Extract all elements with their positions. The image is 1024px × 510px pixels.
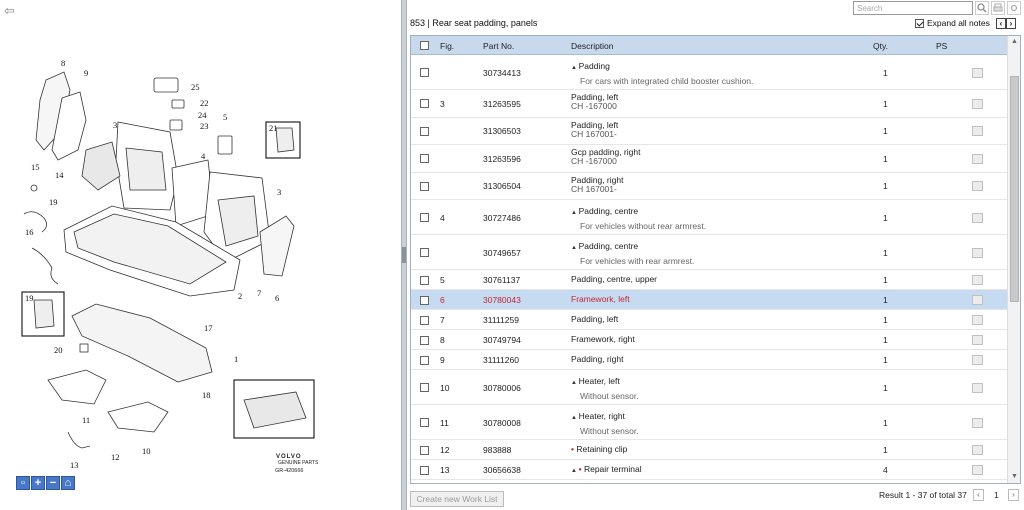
select-all-checkbox[interactable]	[420, 41, 429, 50]
row-description-text: Heater, right	[578, 411, 625, 421]
row-checkbox[interactable]	[420, 68, 429, 77]
diagram-pane	[0, 0, 401, 510]
exploded-parts-diagram[interactable]	[0, 40, 330, 480]
table-row[interactable]	[411, 370, 1007, 405]
row-qty: 1	[883, 315, 888, 325]
row-checkbox[interactable]	[420, 182, 429, 191]
table-row[interactable]	[411, 270, 1007, 290]
row-qty: 4	[883, 465, 888, 475]
row-checkbox[interactable]	[420, 248, 429, 257]
col-ps[interactable]: PS	[936, 41, 948, 51]
row-qty: 1	[883, 153, 888, 164]
row-checkbox[interactable]	[420, 296, 429, 305]
row-description	[571, 355, 623, 364]
callout-21: 21	[269, 123, 278, 133]
row-fig: 10	[440, 382, 450, 393]
row-description	[571, 335, 635, 344]
row-qty: 1	[883, 126, 888, 137]
callout-2: 2	[238, 291, 243, 301]
col-part-no[interactable]: Part No.	[483, 41, 515, 51]
diagram-code: GR-420666	[275, 468, 304, 474]
callout-3: 3	[113, 120, 118, 130]
add-to-list-icon[interactable]	[972, 295, 983, 305]
callout-9: 9	[84, 68, 89, 78]
callout-23: 23	[200, 121, 209, 131]
row-fig: 9	[440, 355, 445, 365]
callout-3b: 3	[277, 187, 282, 197]
add-to-list-icon[interactable]	[972, 275, 983, 285]
expand-all-notes-toggle[interactable]	[915, 18, 990, 28]
table-row[interactable]	[411, 440, 1007, 460]
row-qty: 1	[883, 212, 888, 223]
table-row[interactable]	[411, 290, 1007, 310]
row-description	[571, 207, 706, 231]
row-part-no[interactable]: 30780043	[483, 295, 521, 305]
create-work-list-button[interactable]: Create new Work List	[410, 491, 504, 507]
row-part-no[interactable]: 30734413	[483, 67, 521, 78]
table-row[interactable]	[411, 405, 1007, 440]
row-part-no[interactable]: 31111259	[483, 315, 519, 325]
row-checkbox[interactable]	[420, 383, 429, 392]
prev-page-button[interactable]: ‹	[996, 18, 1006, 29]
row-description-text: Padding, left	[571, 119, 619, 130]
print-icon[interactable]	[991, 1, 1005, 15]
callout-7: 7	[257, 288, 262, 298]
row-description	[571, 93, 618, 111]
table-row[interactable]	[411, 173, 1007, 201]
table-row[interactable]	[411, 200, 1007, 235]
row-part-no[interactable]: 30749657	[483, 247, 521, 258]
table-header	[411, 36, 1007, 55]
row-part-no[interactable]: 983888	[483, 445, 512, 455]
callout-14: 14	[55, 170, 64, 180]
row-description	[571, 148, 640, 166]
row-description-text: Heater, left	[578, 376, 620, 386]
result-count: Result 1 - 37 of total 37	[879, 490, 967, 500]
row-note: For vehicles with rear armrest.	[580, 256, 695, 266]
row-qty: 1	[883, 98, 888, 109]
zoom-toolbar	[16, 476, 75, 490]
row-chassis-range: CH -167000	[571, 156, 617, 166]
add-to-list-icon[interactable]	[972, 154, 983, 164]
callout-25: 25	[191, 82, 200, 92]
next-result-page-button[interactable]: ›	[1008, 489, 1019, 501]
row-note: For cars with integrated child booster cushion.	[580, 76, 754, 86]
expand-triangle-icon[interactable]: ▲	[571, 210, 579, 216]
add-to-list-icon[interactable]	[972, 126, 983, 136]
row-checkbox[interactable]	[420, 127, 429, 136]
table-row[interactable]	[411, 350, 1007, 370]
expand-all-label: Expand all notes	[927, 18, 990, 28]
home-icon[interactable]: ⌂	[61, 476, 75, 490]
back-arrow-icon[interactable]: ⇦	[4, 3, 15, 18]
row-fig: 5	[440, 275, 445, 285]
row-description	[571, 176, 623, 194]
add-to-list-icon[interactable]	[972, 213, 983, 223]
row-qty: 1	[883, 67, 888, 78]
table-row[interactable]	[411, 90, 1007, 118]
row-description-text: Padding, left	[571, 92, 619, 102]
expand-triangle-icon[interactable]: ▲	[571, 380, 579, 386]
callout-12: 12	[111, 452, 120, 462]
row-part-no[interactable]: 31111260	[483, 355, 519, 365]
callout-24: 24	[198, 110, 207, 120]
add-to-list-icon[interactable]	[972, 465, 983, 475]
scroll-down-icon[interactable]: ▼	[1011, 473, 1018, 480]
callout-1: 1	[234, 354, 239, 364]
settings-icon[interactable]	[1007, 1, 1021, 15]
row-qty: 1	[883, 247, 888, 258]
table-row[interactable]	[411, 235, 1007, 270]
next-page-button[interactable]: ›	[1006, 18, 1016, 29]
row-qty: 1	[883, 445, 888, 455]
row-qty: 1	[883, 295, 888, 305]
zoom-in-icon[interactable]: +	[31, 476, 45, 490]
row-note: Without sensor.	[580, 391, 639, 401]
parts-table	[410, 35, 1021, 484]
row-checkbox[interactable]	[420, 418, 429, 427]
row-fig: 7	[440, 315, 445, 325]
row-qty: 1	[883, 335, 888, 345]
current-page: 1	[994, 490, 999, 500]
row-description	[571, 275, 657, 284]
row-qty: 1	[883, 181, 888, 192]
row-description-text: Padding, centre, upper	[571, 274, 658, 284]
add-to-list-icon[interactable]	[972, 445, 983, 455]
splitter-grip-icon[interactable]	[402, 247, 406, 263]
add-to-list-icon[interactable]	[972, 355, 983, 365]
callout-20: 20	[54, 345, 63, 355]
col-description[interactable]: Description	[571, 41, 614, 51]
callout-6: 6	[275, 293, 280, 303]
row-part-no[interactable]: 31263596	[483, 153, 521, 164]
add-to-list-icon[interactable]	[972, 335, 983, 345]
row-checkbox[interactable]	[420, 356, 429, 365]
add-to-list-icon[interactable]	[972, 68, 983, 78]
row-description-text: Padding, right	[571, 174, 624, 185]
scroll-thumb[interactable]	[1010, 76, 1019, 302]
row-part-no[interactable]: 30761137	[483, 275, 521, 285]
callout-22: 22	[200, 98, 209, 108]
expand-triangle-icon[interactable]: ▲	[571, 468, 579, 474]
callout-15: 15	[31, 162, 40, 172]
row-fig: 6	[440, 295, 445, 305]
row-part-no[interactable]: 30749794	[483, 335, 521, 345]
table-row[interactable]	[411, 55, 1007, 90]
row-description	[571, 465, 642, 476]
select-icon[interactable]: ▫	[16, 476, 30, 490]
expand-triangle-icon[interactable]: ▲	[571, 65, 579, 71]
row-description-text: Padding, centre	[578, 206, 639, 216]
row-part-no[interactable]: 31306504	[483, 181, 521, 192]
add-to-list-icon[interactable]	[972, 99, 983, 109]
row-description	[571, 62, 753, 86]
row-note: Without sensor.	[580, 426, 639, 436]
row-checkbox[interactable]	[420, 466, 429, 475]
callout-13: 13	[70, 460, 79, 470]
row-checkbox[interactable]	[420, 446, 429, 455]
callout-8: 8	[61, 58, 66, 68]
row-fig: 11	[440, 417, 449, 428]
row-checkbox[interactable]	[420, 213, 429, 222]
row-checkbox[interactable]	[420, 336, 429, 345]
callout-16: 16	[25, 227, 34, 237]
row-part-no[interactable]: 31306503	[483, 126, 521, 137]
row-checkbox[interactable]	[420, 99, 429, 108]
callout-17: 17	[204, 323, 213, 333]
row-qty: 1	[883, 355, 888, 365]
row-fig: 8	[440, 335, 445, 345]
page-title: 853 | Rear seat padding, panels	[410, 18, 538, 28]
row-part-no[interactable]: 30656638	[483, 465, 521, 475]
search-icon[interactable]	[975, 1, 989, 15]
callout-19b: 19	[25, 293, 34, 303]
volvo-brand-mark	[275, 454, 319, 474]
callout-5: 5	[223, 112, 228, 122]
row-description-text: Gcp padding, right	[571, 147, 641, 157]
row-part-no[interactable]: 31263595	[483, 98, 521, 109]
brand-sub-text: GENUINE PARTS	[278, 460, 319, 466]
expand-triangle-icon[interactable]: ▲	[571, 245, 579, 251]
table-row[interactable]	[411, 310, 1007, 330]
row-description	[571, 121, 618, 139]
add-to-list-icon[interactable]	[972, 315, 983, 325]
col-qty[interactable]: Qty.	[873, 41, 888, 51]
table-row[interactable]	[411, 330, 1007, 350]
row-part-no[interactable]: 30780006	[483, 382, 521, 393]
expand-all-checkbox[interactable]	[915, 19, 924, 28]
table-scrollbar[interactable]	[1007, 36, 1020, 483]
row-fig: 13	[440, 465, 450, 475]
row-qty: 1	[883, 382, 888, 393]
callout-4: 4	[201, 151, 206, 161]
table-row[interactable]	[411, 460, 1007, 480]
row-part-no[interactable]: 30780008	[483, 417, 521, 428]
callout-10: 10	[142, 446, 151, 456]
row-description-text: Framework, right	[571, 334, 635, 344]
row-description-text: Repair terminal	[583, 464, 642, 474]
row-qty: 1	[883, 275, 888, 285]
row-checkbox[interactable]	[420, 276, 429, 285]
row-description-text: Padding, right	[571, 354, 624, 364]
row-fig: 4	[440, 212, 445, 223]
row-description-text: Padding, left	[571, 314, 619, 324]
row-chassis-range: CH 167001-	[571, 128, 617, 139]
row-note: For vehicles without rear armrest.	[580, 221, 707, 231]
row-description-text: Framework, left	[571, 294, 630, 304]
parts-list-pane	[407, 0, 1024, 510]
search-input[interactable]	[853, 1, 973, 15]
callout-19: 19	[49, 197, 58, 207]
row-description	[571, 377, 639, 401]
row-description	[571, 242, 694, 266]
scroll-up-icon[interactable]: ▲	[1011, 38, 1018, 45]
add-to-list-icon[interactable]	[972, 181, 983, 191]
row-description-text: Padding	[578, 61, 610, 71]
row-part-no[interactable]: 30727486	[483, 212, 521, 223]
brand-text: VOLVO	[276, 454, 302, 460]
callout-11: 11	[82, 415, 91, 425]
row-fig: 3	[440, 98, 445, 109]
add-to-list-icon[interactable]	[972, 383, 983, 393]
prev-result-page-button[interactable]: ‹	[973, 489, 984, 501]
row-description-text: Retaining clip	[576, 444, 628, 454]
row-description-text: Padding, centre	[578, 241, 639, 251]
table-row[interactable]	[411, 118, 1007, 146]
row-chassis-range: CH 167001-	[571, 183, 617, 194]
bullet-icon: •	[571, 444, 577, 454]
row-description	[571, 315, 618, 324]
row-description	[571, 295, 630, 304]
row-qty: 1	[883, 417, 888, 428]
expand-triangle-icon[interactable]: ▲	[571, 415, 579, 421]
row-description	[571, 445, 627, 454]
zoom-out-icon[interactable]: −	[46, 476, 60, 490]
add-to-list-icon[interactable]	[972, 248, 983, 258]
callout-18: 18	[202, 390, 211, 400]
row-fig: 12	[440, 445, 450, 455]
row-checkbox[interactable]	[420, 154, 429, 163]
table-row[interactable]	[411, 145, 1007, 173]
row-chassis-range: CH -167000	[571, 101, 617, 111]
add-to-list-icon[interactable]	[972, 418, 983, 428]
col-fig[interactable]: Fig.	[440, 41, 455, 51]
bullet-icon: •	[578, 464, 584, 474]
row-description	[571, 412, 639, 436]
row-checkbox[interactable]	[420, 316, 429, 325]
